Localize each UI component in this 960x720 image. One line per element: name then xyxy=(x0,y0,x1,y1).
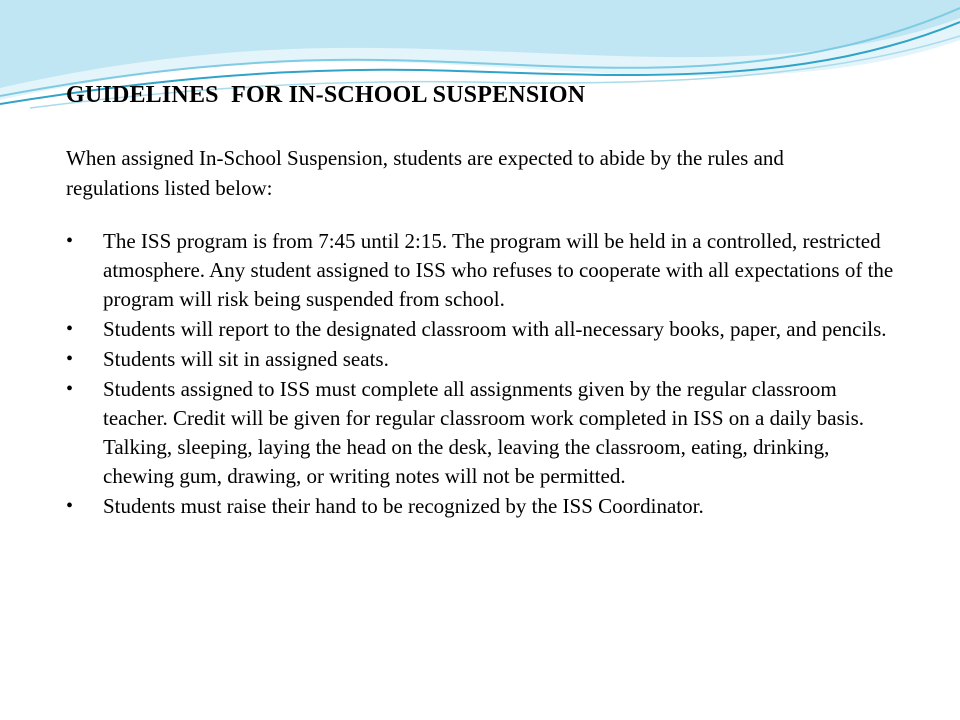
rule-item xyxy=(66,315,903,344)
wave-band-mid xyxy=(0,0,960,88)
rule-text: Students will report to the designated classroom with all-necessary books, paper, and pencils. xyxy=(103,317,887,341)
rule-item xyxy=(66,492,903,521)
bullet-icon: • xyxy=(66,378,74,400)
rule-text: Students must raise their hand to be recognized by the ISS Coordinator. xyxy=(103,494,704,518)
rule-item xyxy=(66,345,903,374)
rule-text: Students will sit in assigned seats. xyxy=(103,347,389,371)
slide-title: GUIDELINES FOR IN-SCHOOL SUSPENSION xyxy=(66,82,586,108)
rule-item xyxy=(66,227,903,314)
rules-list xyxy=(66,227,926,521)
intro-paragraph: When assigned In-School Suspension, students are expected to abide by the rules and regulations listed below: xyxy=(66,146,784,200)
slide-content xyxy=(66,82,926,522)
bullet-icon: • xyxy=(66,348,74,370)
rule-item xyxy=(66,375,903,491)
rule-text: The ISS program is from 7:45 until 2:15. The program will be held in a controlled, restricted atmosphere. Any student assigned to ISS who refuses to cooperate with all expectations of the program will risk being suspended from school. xyxy=(103,229,894,311)
rule-text: Students assigned to ISS must complete all assignments given by the regular classroom teacher. Credit will be given for regular classroom work completed in ISS on a daily basis. Talking, sleeping, laying the head on the desk, leaving the classroom, eating, drinking, chewing gum, drawing, or writing notes will not be permitted. xyxy=(103,377,865,488)
bullet-icon: • xyxy=(66,495,74,517)
bullet-icon: • xyxy=(66,230,74,252)
bullet-icon: • xyxy=(66,318,74,340)
